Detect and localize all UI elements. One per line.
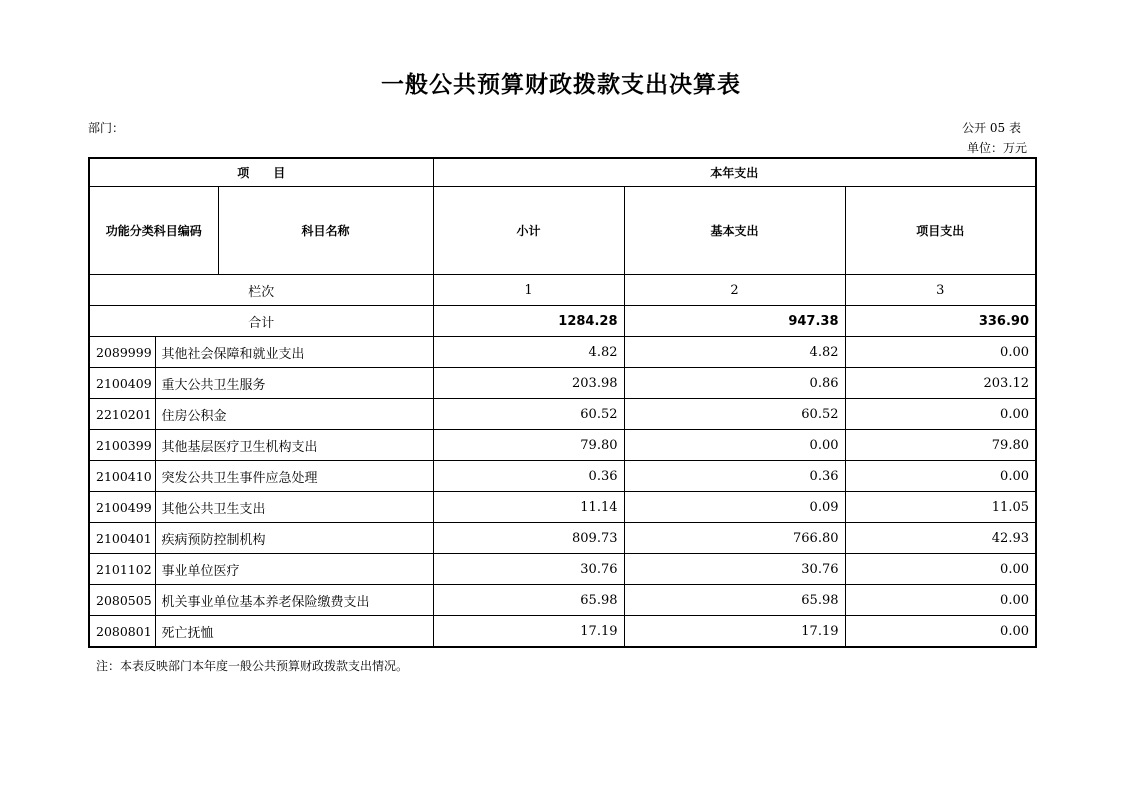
subject-name: 其他基层医疗卫生机构支出 (155, 430, 433, 461)
subject-code: 2080505 (89, 585, 155, 616)
subject-code: 2210201 (89, 399, 155, 430)
subject-code: 2100401 (89, 523, 155, 554)
subject-code: 2100410 (89, 461, 155, 492)
project-value: 0.00 (845, 461, 1036, 492)
total-row (89, 306, 1036, 337)
project-value: 0.00 (845, 616, 1036, 648)
header-item: 项 目 (89, 158, 433, 187)
subtotal-value: 79.80 (433, 430, 624, 461)
project-value: 0.00 (845, 337, 1036, 368)
header-this-year: 本年支出 (433, 158, 1036, 187)
column-number-1: 1 (433, 275, 624, 306)
subtotal-value: 809.73 (433, 523, 624, 554)
subject-name: 疾病预防控制机构 (155, 523, 433, 554)
subject-name: 机关事业单位基本养老保险缴费支出 (155, 585, 433, 616)
table-row (89, 585, 1036, 616)
column-number-2: 2 (624, 275, 845, 306)
subject-name: 事业单位医疗 (155, 554, 433, 585)
subtotal-value: 65.98 (433, 585, 624, 616)
header-project: 项目支出 (845, 187, 1036, 275)
subject-name: 住房公积金 (155, 399, 433, 430)
footnote: 注：本表反映部门本年度一般公共预算财政拨款支出情况。 (96, 659, 409, 673)
subject-name: 死亡抚恤 (155, 616, 433, 648)
column-number-label: 栏次 (89, 275, 433, 306)
header-code: 功能分类科目编码 (89, 187, 218, 275)
expenditure-table (88, 157, 1037, 648)
basic-value: 0.36 (624, 461, 845, 492)
subtotal-value: 4.82 (433, 337, 624, 368)
table-row (89, 461, 1036, 492)
basic-value: 30.76 (624, 554, 845, 585)
subtotal-value: 203.98 (433, 368, 624, 399)
basic-value: 4.82 (624, 337, 845, 368)
subtotal-value: 11.14 (433, 492, 624, 523)
page-title: 一般公共预算财政拨款支出决算表 (381, 71, 741, 98)
subject-name: 突发公共卫生事件应急处理 (155, 461, 433, 492)
basic-value: 17.19 (624, 616, 845, 648)
subject-code: 2100499 (89, 492, 155, 523)
unit-label: 单位：万元 (966, 141, 1027, 155)
subject-name: 其他社会保障和就业支出 (155, 337, 433, 368)
subject-code: 2080801 (89, 616, 155, 648)
header-subtotal: 小计 (433, 187, 624, 275)
project-value: 203.12 (845, 368, 1036, 399)
basic-value: 65.98 (624, 585, 845, 616)
table-row (89, 523, 1036, 554)
table-row (89, 368, 1036, 399)
subject-name: 重大公共卫生服务 (155, 368, 433, 399)
subject-code: 2100409 (89, 368, 155, 399)
form-number: 公开 05 表 (962, 121, 1021, 135)
subject-name: 其他公共卫生支出 (155, 492, 433, 523)
table-row (89, 430, 1036, 461)
total-project: 336.90 (845, 306, 1036, 337)
project-value: 11.05 (845, 492, 1036, 523)
subtotal-value: 17.19 (433, 616, 624, 648)
project-value: 79.80 (845, 430, 1036, 461)
project-value: 0.00 (845, 554, 1036, 585)
header-basic: 基本支出 (624, 187, 845, 275)
subject-code: 2100399 (89, 430, 155, 461)
table-row (89, 337, 1036, 368)
basic-value: 0.86 (624, 368, 845, 399)
subject-code: 2101102 (89, 554, 155, 585)
project-value: 0.00 (845, 585, 1036, 616)
column-number-3: 3 (845, 275, 1036, 306)
subtotal-value: 60.52 (433, 399, 624, 430)
basic-value: 0.00 (624, 430, 845, 461)
total-label: 合计 (89, 306, 433, 337)
table-row (89, 492, 1036, 523)
basic-value: 0.09 (624, 492, 845, 523)
project-value: 42.93 (845, 523, 1036, 554)
subtotal-value: 0.36 (433, 461, 624, 492)
subject-code: 2089999 (89, 337, 155, 368)
table-row (89, 616, 1036, 648)
header-name: 科目名称 (218, 187, 433, 275)
basic-value: 60.52 (624, 399, 845, 430)
department-label: 部门： (88, 121, 125, 135)
table-row (89, 399, 1036, 430)
total-subtotal: 1284.28 (433, 306, 624, 337)
subtotal-value: 30.76 (433, 554, 624, 585)
project-value: 0.00 (845, 399, 1036, 430)
total-basic: 947.38 (624, 306, 845, 337)
table-row (89, 554, 1036, 585)
basic-value: 766.80 (624, 523, 845, 554)
